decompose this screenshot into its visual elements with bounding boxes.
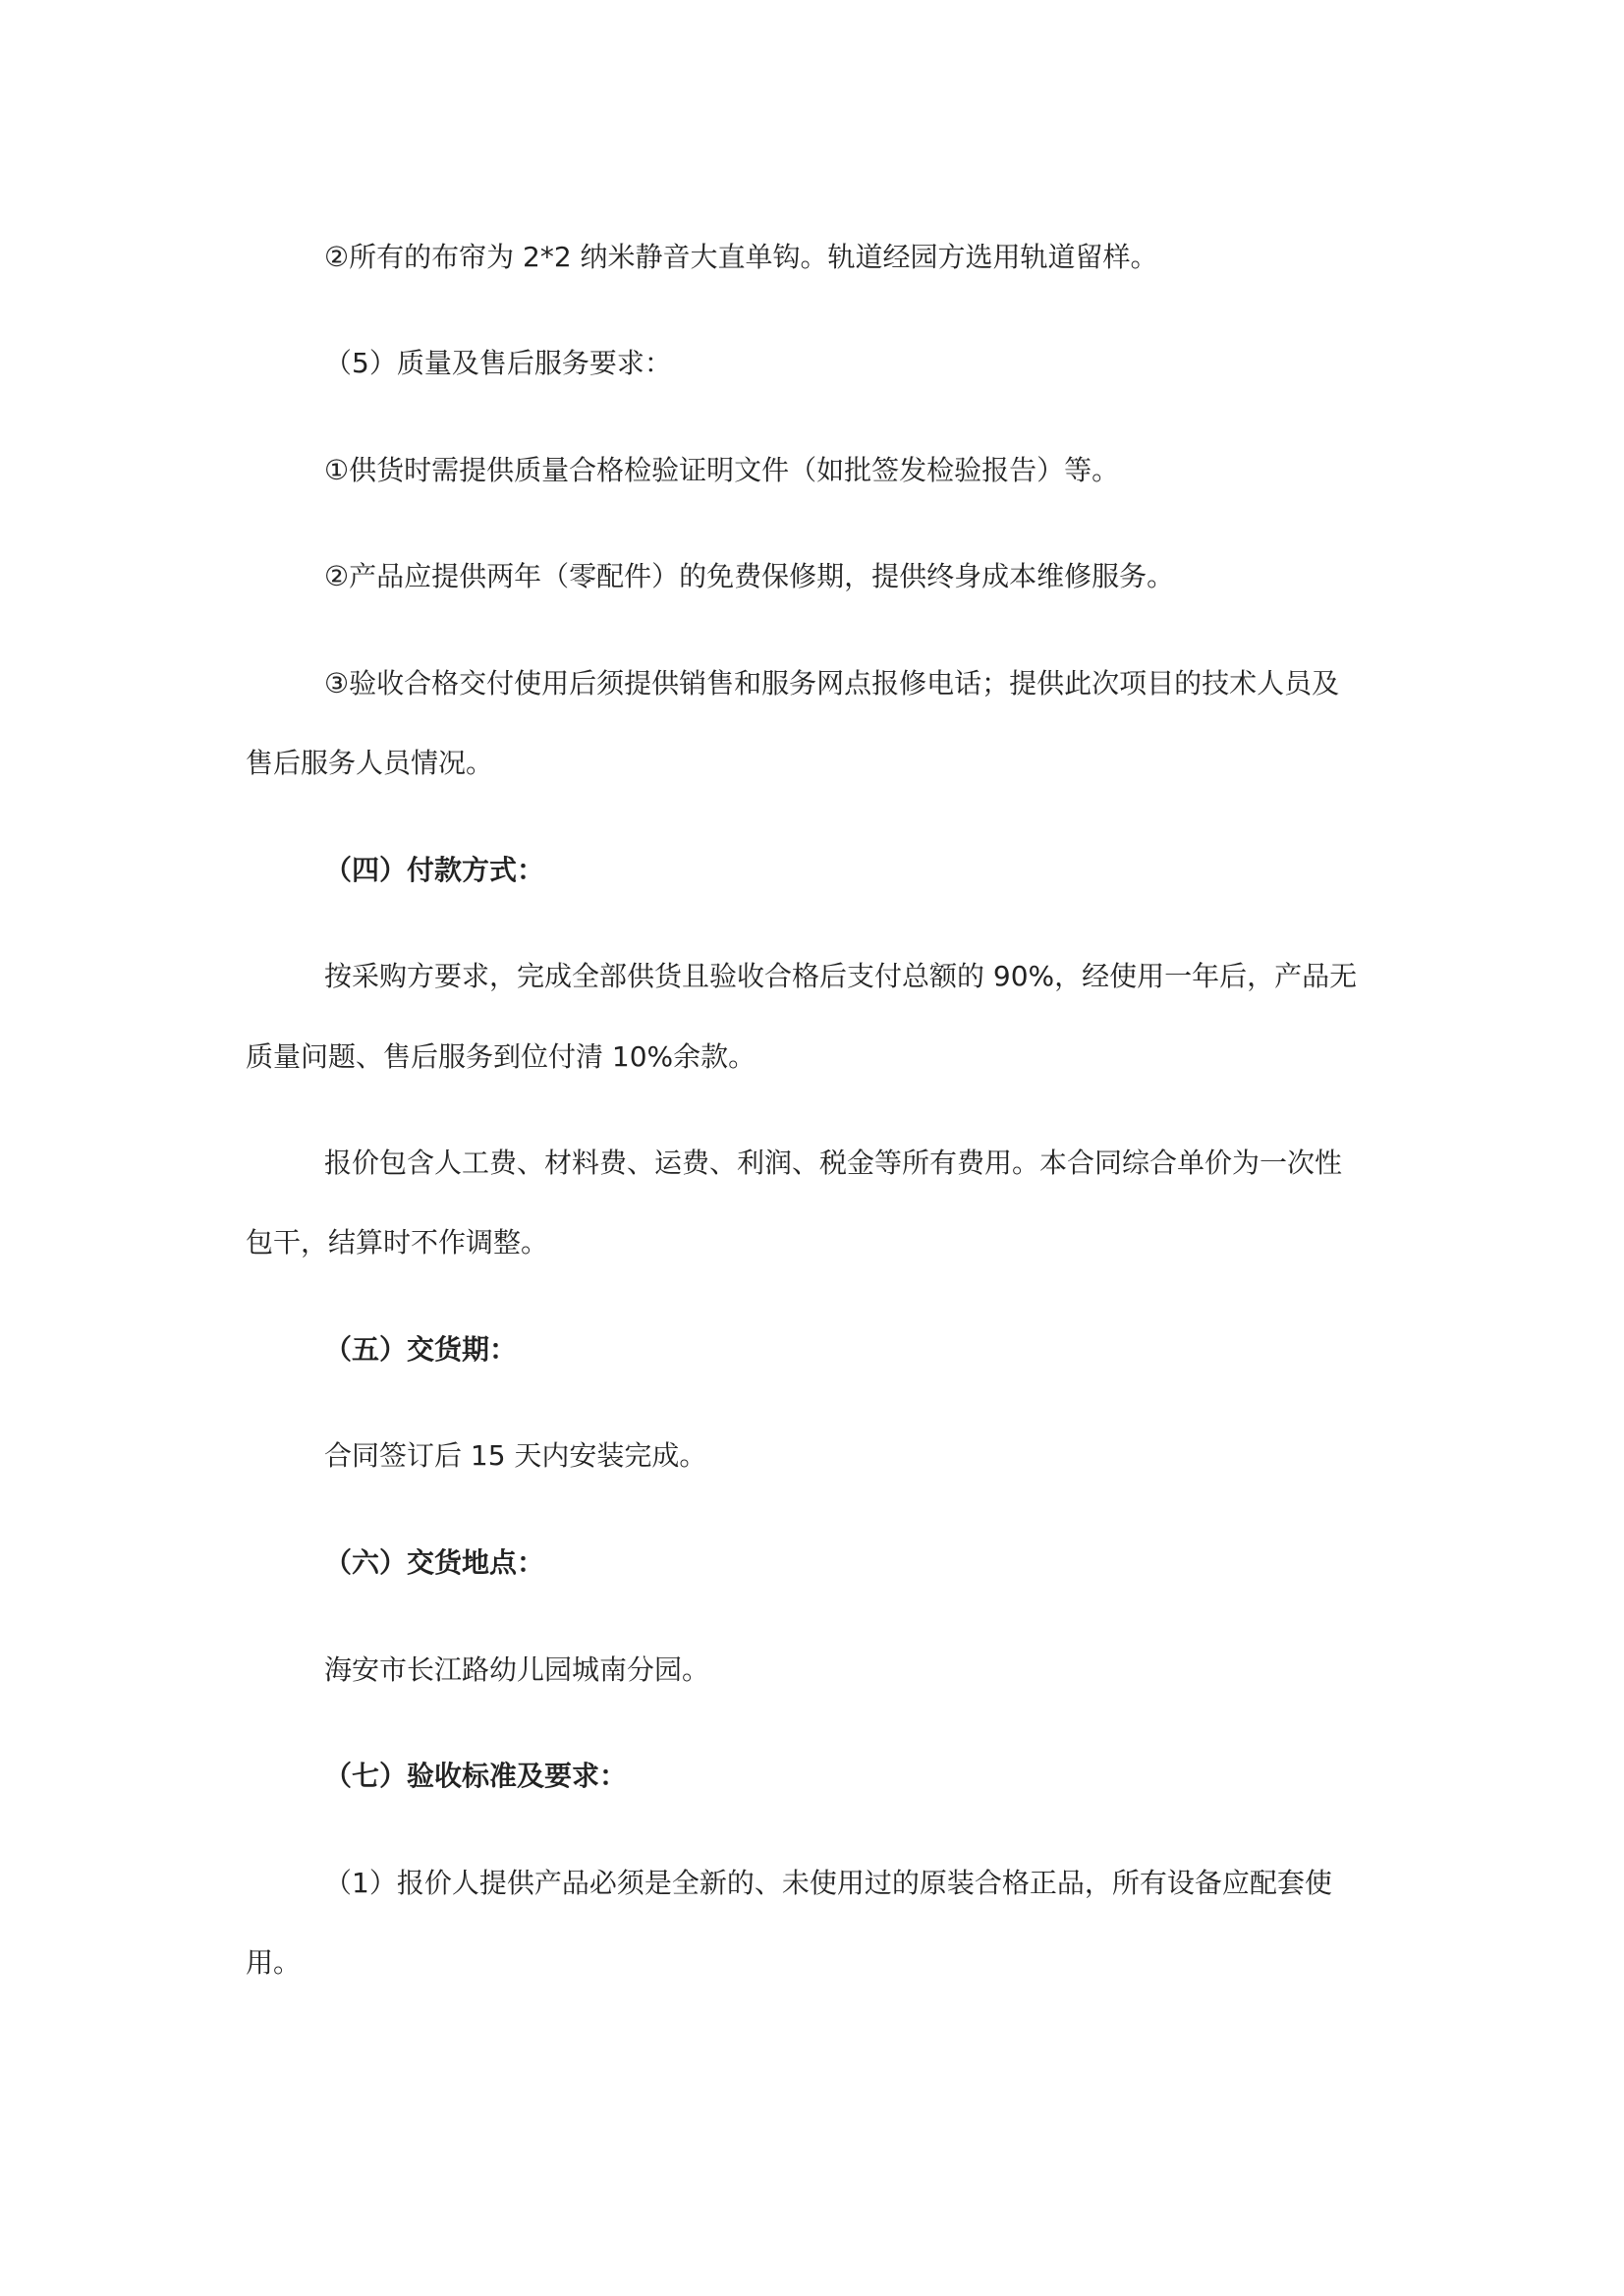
heading-delivery-location: （六）交货地点：: [324, 1546, 545, 1579]
paragraph-curtain-hooks: ②所有的布帘为 2*2 纳米静音大直单钩。轨道经园方选用轨道留样。: [324, 241, 1158, 273]
heading-acceptance-standards: （七）验收标准及要求：: [324, 1760, 628, 1792]
paragraph-quote-includes-line2: 包干，结算时不作调整。: [246, 1226, 549, 1259]
paragraph-new-products-line1: （1）报价人提供产品必须是全新的、未使用过的原装合格正品，所有设备应配套使: [324, 1867, 1332, 1899]
paragraph-delivery-period: 合同签订后 15 天内安装完成。: [324, 1439, 707, 1472]
paragraph-warranty: ②产品应提供两年（零配件）的免费保修期，提供终身成本维修服务。: [324, 560, 1175, 592]
paragraph-delivery-location: 海安市长江路幼儿园城南分园。: [324, 1653, 710, 1686]
paragraph-new-products-line2: 用。: [246, 1946, 302, 1979]
paragraph-service-hotline-line2: 售后服务人员情况。: [246, 747, 494, 779]
paragraph-quality-certificate: ①供货时需提供质量合格检验证明文件（如批签发检验报告）等。: [324, 454, 1120, 486]
heading-delivery-period: （五）交货期：: [324, 1333, 518, 1366]
paragraph-payment-line2: 质量问题、售后服务到位付清 10%余款。: [246, 1040, 756, 1073]
paragraph-quote-includes-line1: 报价包含人工费、材料费、运费、利润、税金等所有费用。本合同综合单价为一次性: [324, 1147, 1343, 1179]
paragraph-payment-line1: 按采购方要求，完成全部供货且验收合格后支付总额的 90%，经使用一年后，产品无: [324, 960, 1358, 992]
paragraph-service-hotline-line1: ③验收合格交付使用后须提供销售和服务网点报修电话；提供此次项目的技术人员及: [324, 667, 1340, 700]
heading-payment-method: （四）付款方式：: [324, 854, 545, 886]
subheading-quality-service: （5）质量及售后服务要求：: [324, 347, 672, 379]
